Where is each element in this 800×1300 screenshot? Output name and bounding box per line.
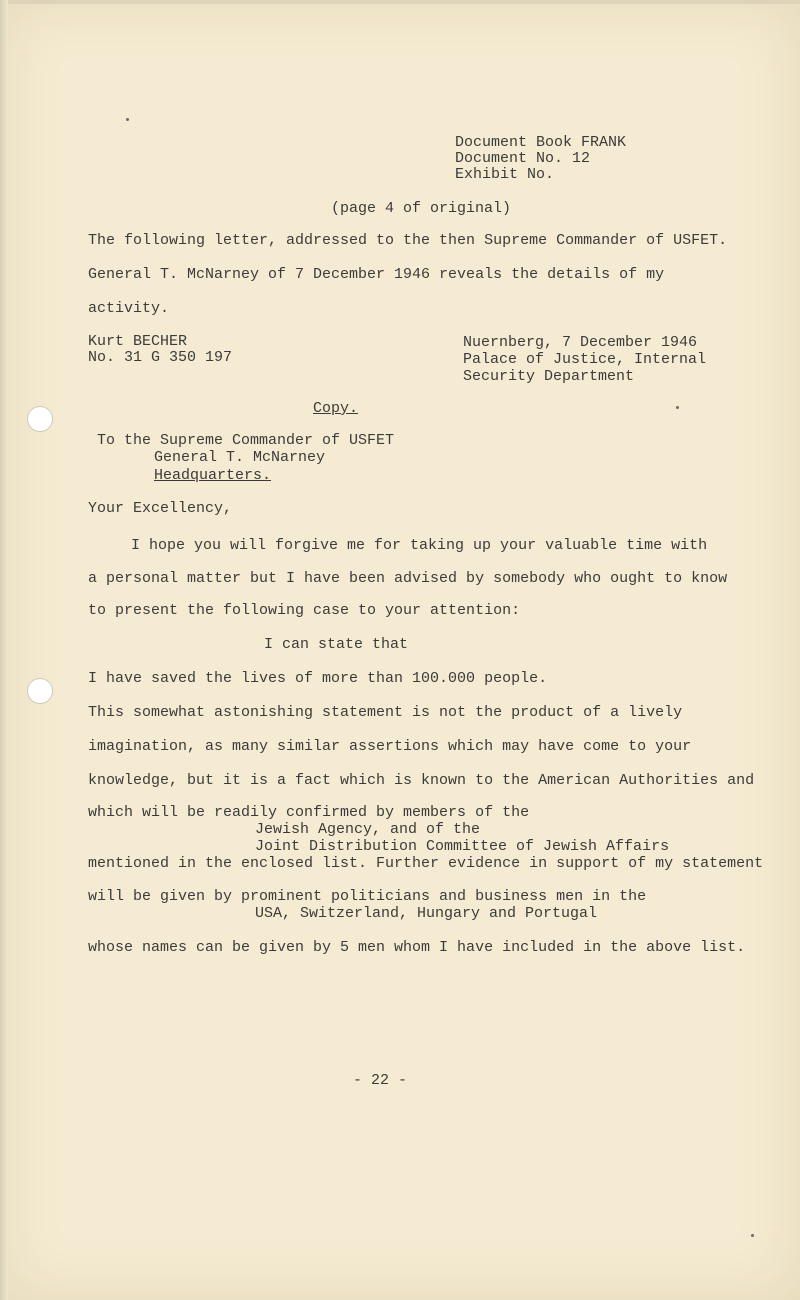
sender-number: No. 31 G 350 197 [88,349,233,366]
intro-line: The following letter, addressed to the then Supreme Commander of USFET. [88,232,728,249]
paper-speck [126,118,129,121]
recipient-line: Headquarters. [154,467,272,484]
punch-hole-upper [27,406,53,432]
body-line: Jewish Agency, and of the [255,821,481,838]
paper-top-edge [0,0,800,4]
document-number-label: Document No. 12 [455,150,591,167]
page-reference: (page 4 of original) [331,200,512,217]
body-line: a personal matter but I have been advised by somebody who ought to know [88,570,728,587]
body-line: USA, Switzerland, Hungary and Portugal [255,905,598,922]
body-line: Joint Distribution Committee of Jewish Affairs [255,838,670,855]
copy-heading: Copy. [313,400,359,417]
punch-hole-lower [27,678,53,704]
place-line: Palace of Justice, Internal [463,351,707,368]
sender-name: Kurt BECHER [88,333,188,350]
body-line: which will be readily confirmed by members of the [88,804,530,821]
body-line: will be given by prominent politicians and business men in the [88,888,647,905]
body-line: I can state that [264,636,409,653]
body-line: to present the following case to your attention: [88,602,521,619]
paper-speck [676,406,679,409]
document-book-label: Document Book FRANK [455,134,627,151]
body-line: I have saved the lives of more than 100.000 people. [88,670,548,687]
body-line: I hope you will forgive me for taking up your valuable time with [131,537,708,554]
exhibit-number-label: Exhibit No. [455,166,555,183]
recipient-line: To the Supreme Commander of USFET [97,432,395,449]
body-line: whose names can be given by 5 men whom I have included in the above list. [88,939,746,956]
intro-line: General T. McNarney of 7 December 1946 reveals the details of my [88,266,665,283]
recipient-line: General T. McNarney [154,449,326,466]
paper-speck [751,1234,754,1237]
intro-line: activity. [88,300,170,317]
place-line: Security Department [463,368,635,385]
body-line: knowledge, but it is a fact which is known to the American Authorities and [88,772,755,789]
place-date-line: Nuernberg, 7 December 1946 [463,334,698,351]
body-line: mentioned in the enclosed list. Further evidence in support of my statement [88,855,764,872]
body-line: This somewhat astonishing statement is not the product of a lively [88,704,683,721]
paper-left-edge [0,0,8,1300]
body-line: imagination, as many similar assertions which may have come to your [88,738,692,755]
salutation: Your Excellency, [88,500,233,517]
page-number: - 22 - [353,1072,408,1089]
